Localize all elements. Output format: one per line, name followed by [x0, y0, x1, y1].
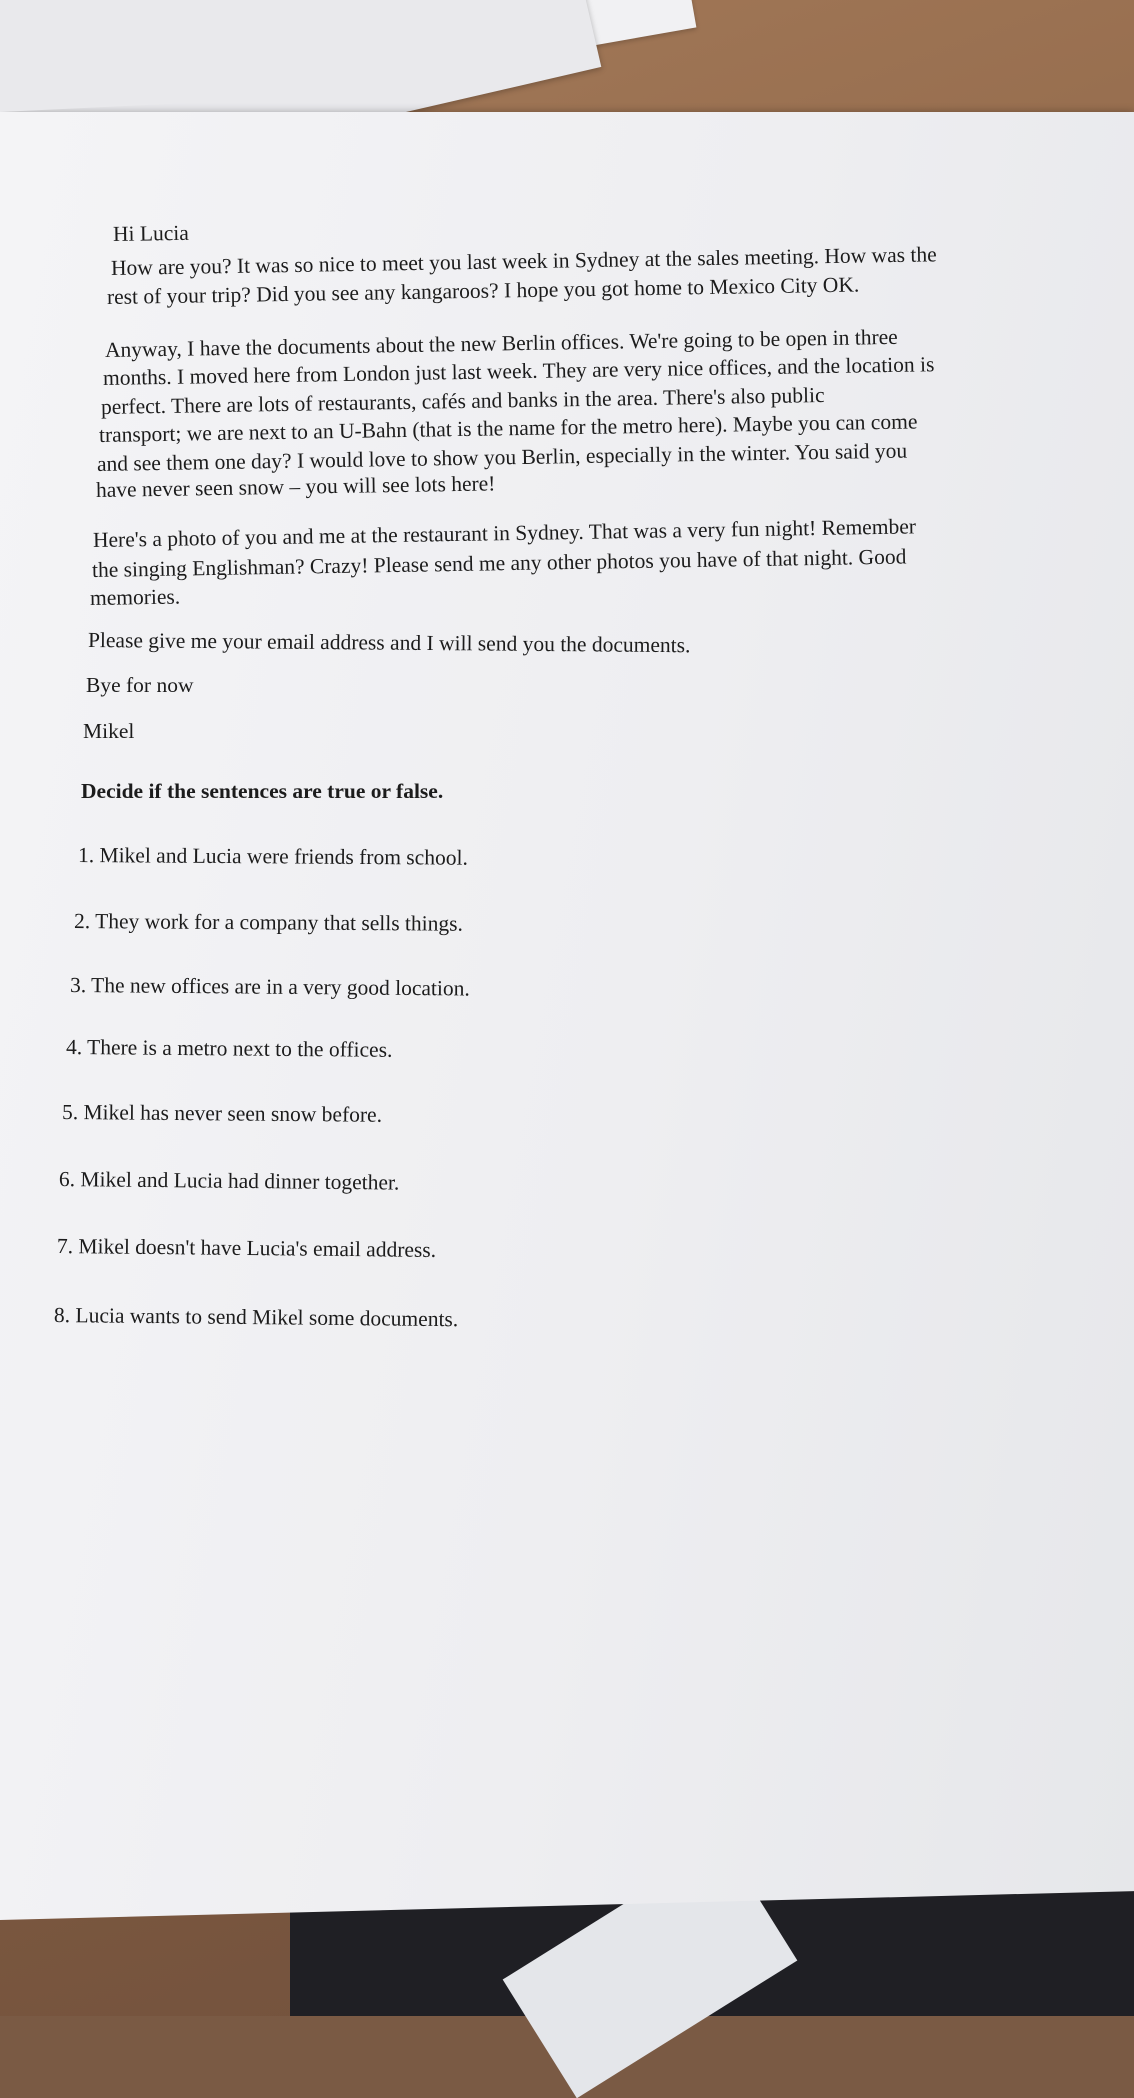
exercise-instruction: Decide if the sentences are true or false. — [81, 779, 444, 803]
closing: Bye for now — [86, 673, 194, 697]
letter-line: months. I moved here from London just last week. They are very nice offices, and the location is — [102, 352, 935, 390]
exercise-item: 1. Mikel and Lucia were friends from school. — [77, 843, 468, 870]
letter-line: How are you? It was so nice to meet you last week in Sydney at the sales meeting. How was the — [110, 242, 937, 280]
letter-line: transport; we are next to an U-Bahn (that is the name for the metro here). Maybe you can come — [98, 409, 918, 447]
letter-line: Please give me your email address and I will send you the documents. — [87, 628, 691, 658]
exercise-item: 3. The new offices are in a very good location. — [69, 973, 470, 1001]
letter-line: and see them one day? I would love to show you Berlin, especially in the winter. You said you — [96, 438, 908, 476]
letter-line: rest of your trip? Did you see any kangaroos? I hope you got home to Mexico City OK. — [106, 272, 860, 309]
exercise-item: 8. Lucia wants to send Mikel some documents. — [53, 1303, 459, 1332]
letter-line: Anyway, I have the documents about the new Berlin offices. We're going to be open in three — [104, 324, 898, 362]
exercise-item: 6. Mikel and Lucia had dinner together. — [58, 1167, 400, 1195]
letter-line: Here's a photo of you and me at the restaurant in Sydney. That was a very fun night! Remember — [92, 514, 917, 552]
exercise-item: 4. There is a metro next to the offices. — [65, 1035, 393, 1062]
exercise-item: 7. Mikel doesn't have Lucia's email address. — [56, 1234, 437, 1262]
signature: Mikel — [83, 719, 135, 743]
letter-line: perfect. There are lots of restaurants, cafés and banks in the area. There's also public — [100, 383, 825, 419]
letter-line: have never seen snow – you will see lots here! — [95, 471, 496, 502]
exercise-item: 2. They work for a company that sells things. — [73, 909, 464, 936]
letter-line: memories. — [89, 584, 181, 610]
letter-line: the singing Englishman? Crazy! Please send me any other photos you have of that night. Good — [91, 544, 907, 582]
exercise-item: 5. Mikel has never seen snow before. — [61, 1100, 383, 1127]
greeting: Hi Lucia — [112, 220, 189, 246]
